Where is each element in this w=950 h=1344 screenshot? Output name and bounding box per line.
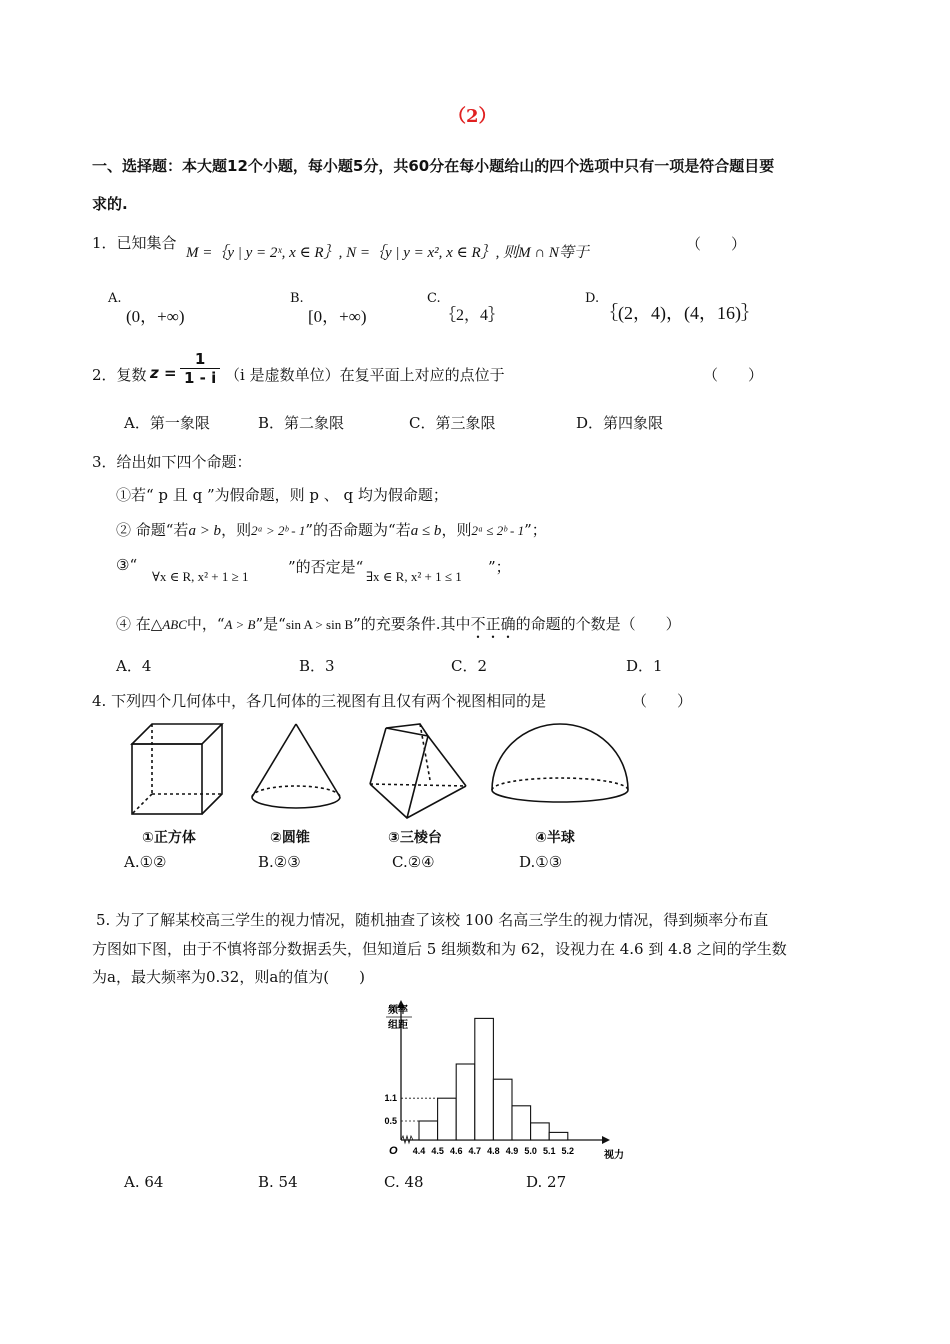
section-header-line2: 求的. <box>92 195 128 213</box>
q4-stem: 4. 下列四个几何体中，各几何体的三视图有且仅有两个视图相同的是 <box>92 692 547 710</box>
q3-opt-a: A．4 <box>116 657 152 675</box>
x-tick-label: 5.2 <box>561 1146 575 1156</box>
caption-cone: ②圆锥 <box>270 830 310 846</box>
histogram-bar-4.7 <box>475 1018 494 1140</box>
y-tick-label: 0.5 <box>384 1116 397 1126</box>
q1-opt-a-value: (0，+∞) <box>126 307 185 326</box>
hemisphere-shape <box>492 724 628 802</box>
q3-opt-c: C．2 <box>451 657 488 675</box>
q4-opt-a: A.①② <box>124 853 167 871</box>
q2-numerator: 1 <box>180 350 220 369</box>
q3-s4-text-a: ④ 在△ <box>116 615 163 633</box>
q3-s2-math-2: 2ᵃ > 2ᵇ - 1 <box>251 523 306 538</box>
q3-opt-d: D．1 <box>626 657 663 675</box>
q1-opt-c-value: ｛2，4｝ <box>440 307 505 324</box>
q3-s3-math-1: ∀x ∈ R, x² + 1 ≥ 1 <box>152 569 249 584</box>
histogram-bar-4.9 <box>512 1106 531 1140</box>
q3-s4-math-2: A > B <box>224 617 256 632</box>
ylabel-bottom: 组距 <box>388 1020 408 1031</box>
q2-z: z = <box>150 364 177 382</box>
q2-opt-d: D．第四象限 <box>576 414 664 432</box>
q1-opt-d-label: D. <box>585 291 600 306</box>
q3-stem: 3．给出如下四个命题： <box>92 453 252 471</box>
q3-s2-text-e: ”； <box>524 521 547 539</box>
x-tick-label: 4.9 <box>505 1146 519 1156</box>
x-tick-label: 4.4 <box>412 1146 426 1156</box>
q4-answer-paren: （ ） <box>632 692 693 710</box>
q3-s4-text-d: ”的充要条件.其中 <box>353 615 471 633</box>
cone-shape <box>252 724 340 808</box>
q3-s4-text-c: ”是“ <box>255 615 286 633</box>
q3-statement-3 <box>116 556 137 574</box>
x-tick-label: 4.7 <box>468 1146 482 1156</box>
frustum-shape <box>370 724 466 818</box>
x-tick-label: 5.1 <box>542 1146 556 1156</box>
q2-opt-b: B．第二象限 <box>258 414 345 432</box>
y-tick-label: 1.1 <box>384 1093 397 1104</box>
q2-opt-c: C．第三象限 <box>409 414 496 432</box>
q4-opt-b: B.②③ <box>258 853 301 871</box>
q3-statement-2 <box>116 519 547 540</box>
q4-opt-d: D.①③ <box>519 853 563 871</box>
q1-stem: 1．已知集合 <box>92 234 177 252</box>
caption-cube: ①正方体 <box>142 830 196 846</box>
q5-opt-d: D. 27 <box>526 1173 567 1191</box>
q2-answer-paren: （ ） <box>703 366 764 384</box>
q3-opt-b: B．3 <box>299 657 335 675</box>
q3-s2-text-d: ，则 <box>441 521 472 539</box>
q5-opt-a: A. 64 <box>124 1173 164 1191</box>
q3-s2-text-c: ”的否命题为“若 <box>305 521 411 539</box>
q1-math: M =｛y | y = 2ˣ, x ∈ R｝, N =｛y | y = x², x ∈ R｝, 则M ∩ N等于 <box>186 245 589 261</box>
q3-s4-math-1: ABC <box>162 617 187 632</box>
q5-line2: 方图如下图，由于不慎将部分数据丢失，但知道后 5 组频数和为 62，设视力在 4.6 到 4.8 之间的学生数 <box>92 940 787 958</box>
origin-label: O <box>389 1145 398 1157</box>
x-tick-label: 4.6 <box>449 1146 463 1156</box>
histogram-bar-5.0 <box>531 1123 550 1140</box>
q1-opt-a-label: A. <box>108 291 122 306</box>
q3-statement-1: ①若“ p 且 q ”为假命题，则 p 、 q 均为假命题； <box>116 486 448 504</box>
q3-s2-text-b: ，则 <box>221 521 252 539</box>
q3-s4-math-3: sin A > sin B <box>285 617 354 632</box>
q5-opt-b: B. 54 <box>258 1173 298 1191</box>
q4-opt-c: C.②④ <box>392 853 435 871</box>
q1-opt-b-label: B. <box>290 291 304 306</box>
q3-s3-text-a: ③“ <box>116 556 138 574</box>
q1-opt-d-value: ｛(2，4)，(4，16)｝ <box>600 303 759 323</box>
cube-shape <box>132 724 222 814</box>
ylabel-top: 频率 <box>388 1005 408 1016</box>
histogram-bar-4.5 <box>438 1098 457 1140</box>
q2-pre: 2．复数 <box>92 366 147 384</box>
x-tick-label: 4.5 <box>431 1146 444 1156</box>
q2-opt-a: A．第一象限 <box>124 414 210 432</box>
histogram-bar-4.8 <box>493 1079 512 1140</box>
q3-s4-emphasis: 不正确 <box>470 615 516 633</box>
histogram-bar-5.1 <box>549 1132 568 1140</box>
histogram-chart <box>370 996 624 1166</box>
q3-s3-math-2: ∃x ∈ R, x² + 1 ≤ 1 <box>366 569 462 584</box>
q5-line1: 5. 为了了解某校高三学生的视力情况，随机抽查了该校 100 名高三学生的视力情况，得到频率分布直 <box>96 911 769 929</box>
solids-figure <box>120 722 560 820</box>
q3-statement-4 <box>116 613 681 642</box>
q3-s2-math-4: 2ᵃ ≤ 2ᵇ - 1 <box>471 523 525 538</box>
q3-s3-text-b: ”的否定是“ <box>288 558 364 576</box>
q3-s4-text-f: 的命题的个数是（ ） <box>515 615 681 633</box>
section-header-line1: 一、选择题：本大题12个小题，每小题5分，共60分在每小题给山的四个选项中只有一项是符合题目要 <box>92 157 775 175</box>
x-tick-label: 4.8 <box>487 1146 500 1156</box>
q1-opt-b-value: [0，+∞) <box>308 307 367 326</box>
q3-s2-math-1: a > b <box>188 523 222 539</box>
q3-s4-text-b: 中，“ <box>186 615 225 633</box>
x-axis-arrow <box>602 1136 610 1144</box>
q3-s2-text-a: ② 命题“若 <box>116 521 189 539</box>
q2-post: （i 是虚数单位）在复平面上对应的点位于 <box>225 366 505 384</box>
q3-s2-math-3: a ≤ b <box>410 523 442 539</box>
q3-s3-text-c: ”； <box>488 558 511 576</box>
x-tick-label: 5.0 <box>524 1146 537 1156</box>
q2-fraction <box>180 350 220 387</box>
q5-line3: 为a，最大频率为0.32，则a的值为( ) <box>92 968 365 986</box>
caption-hemisphere: ④半球 <box>535 830 575 846</box>
page-title: （2） <box>448 106 497 127</box>
caption-frustum: ③三棱台 <box>388 830 442 846</box>
q1-opt-c-label: C. <box>427 291 441 306</box>
q5-opt-c: C. 48 <box>384 1173 424 1191</box>
q1-answer-paren: （ ） <box>686 235 747 253</box>
xlabel: 视力 <box>604 1150 624 1161</box>
q2-denominator: 1 - i <box>184 369 217 387</box>
histogram-bar-4.6 <box>456 1064 475 1140</box>
histogram-bar-4.4 <box>419 1121 438 1140</box>
